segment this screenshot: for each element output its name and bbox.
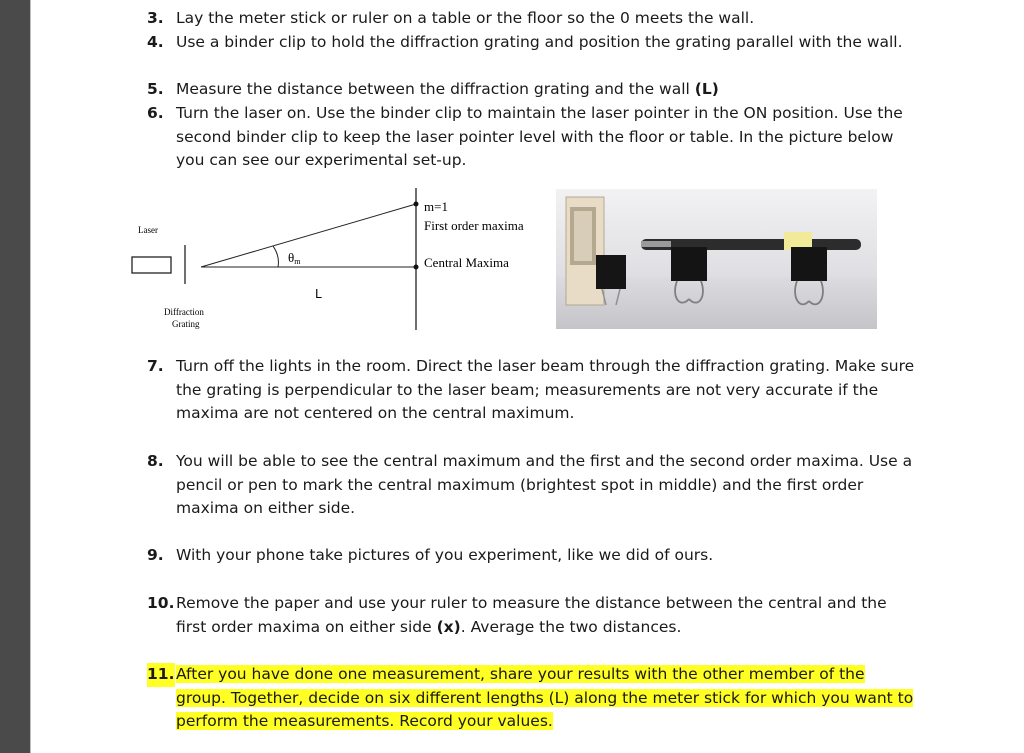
step-text (176, 544, 917, 568)
central-maxima-label: Central Maxima (424, 255, 509, 270)
step-number: 5. (147, 80, 164, 98)
first-order-dot (414, 202, 419, 207)
step-9 (147, 544, 917, 568)
laser-box (132, 257, 171, 273)
step-text-segment: Measure the distance between the diffraction grating and the wall (176, 80, 695, 98)
experiment-setup-photo (556, 189, 877, 329)
step-text-segment: You will be able to see the central maximum and the first and the second order maxima. Use a pencil or pen to mark the central maximum (brightest spot in middle) and the first order maxima on either side. (176, 452, 913, 517)
step-number: 6. (147, 104, 164, 122)
binder-clip-back (791, 247, 827, 281)
step-number: 8. (147, 452, 164, 470)
step-text-segment: Lay the meter stick or ruler on a table or the floor so the 0 meets the wall. (176, 9, 755, 27)
step-number: 3. (147, 9, 164, 27)
step-text (176, 592, 917, 639)
step-text (176, 78, 917, 102)
step-number: 7. (147, 357, 164, 375)
step-text-segment: Turn off the lights in the room. Direct the laser beam through the diffraction grating. Make sure the grating is perpendicular to the laser beam; measurements are not very accurate if the maxima are not centered on the central maximum. (176, 357, 915, 422)
step-text (176, 31, 917, 55)
step-3 (147, 7, 917, 31)
step-number: 4. (147, 33, 164, 51)
first-order-label: First order maxima (424, 218, 524, 233)
central-dot (414, 265, 419, 270)
step-number: 11. (147, 663, 175, 687)
step-8 (147, 450, 917, 521)
page-edge (30, 0, 31, 753)
laser-tip (641, 241, 671, 247)
step-text-segment: Remove the paper and use your ruler to measure the distance between the central and the first order maxima on either side (176, 594, 887, 636)
step-text-segment: (x) (436, 617, 461, 636)
step-text-segment: Turn the laser on. Use the binder clip to maintain the laser pointer in the ON position. Use the second binder clip to keep the laser pointer level with the floor or table. In the picture below you can see our experimental set-up. (176, 104, 903, 169)
step-6 (147, 102, 917, 173)
diffracted-beam (201, 204, 416, 267)
step-10 (147, 592, 917, 639)
laser-label: Laser (138, 225, 158, 235)
setup-diagram (120, 180, 560, 340)
grating-label-1: Diffraction (164, 307, 204, 317)
length-label: L (315, 287, 322, 301)
step-7 (147, 355, 917, 426)
step-number: 9. (147, 546, 164, 564)
theta-label: θm (288, 250, 301, 266)
grating-clip (596, 255, 626, 289)
theta-arc (273, 246, 278, 267)
step-text (176, 663, 917, 734)
step-text-segment: (L) (694, 80, 719, 98)
binder-clip-front (671, 247, 707, 281)
step-text (176, 102, 917, 173)
step-text (176, 450, 917, 521)
grating-window (574, 211, 592, 261)
step-text (176, 355, 917, 426)
window-left-bar (0, 0, 30, 753)
step-5 (147, 78, 917, 102)
step-number: 10. (147, 594, 175, 612)
maxima-order-label: m=1 (424, 199, 448, 214)
step-text (176, 7, 917, 31)
step-text-segment: With your phone take pictures of you experiment, like we did of ours. (176, 546, 714, 564)
step-11 (147, 663, 917, 734)
step-text-segment: . Average the two distances. (460, 617, 682, 636)
step-text-segment: Use a binder clip to hold the diffraction grating and position the grating parallel with the wall. (176, 33, 903, 51)
grating-label-2: Grating (172, 319, 200, 329)
step-text-segment: After you have done one measurement, share your results with the other member of the group. Together, decide on six different lengths (L) along the meter stick for which you want to perform the measurements. Record your values. (176, 665, 914, 730)
step-4 (147, 31, 917, 55)
